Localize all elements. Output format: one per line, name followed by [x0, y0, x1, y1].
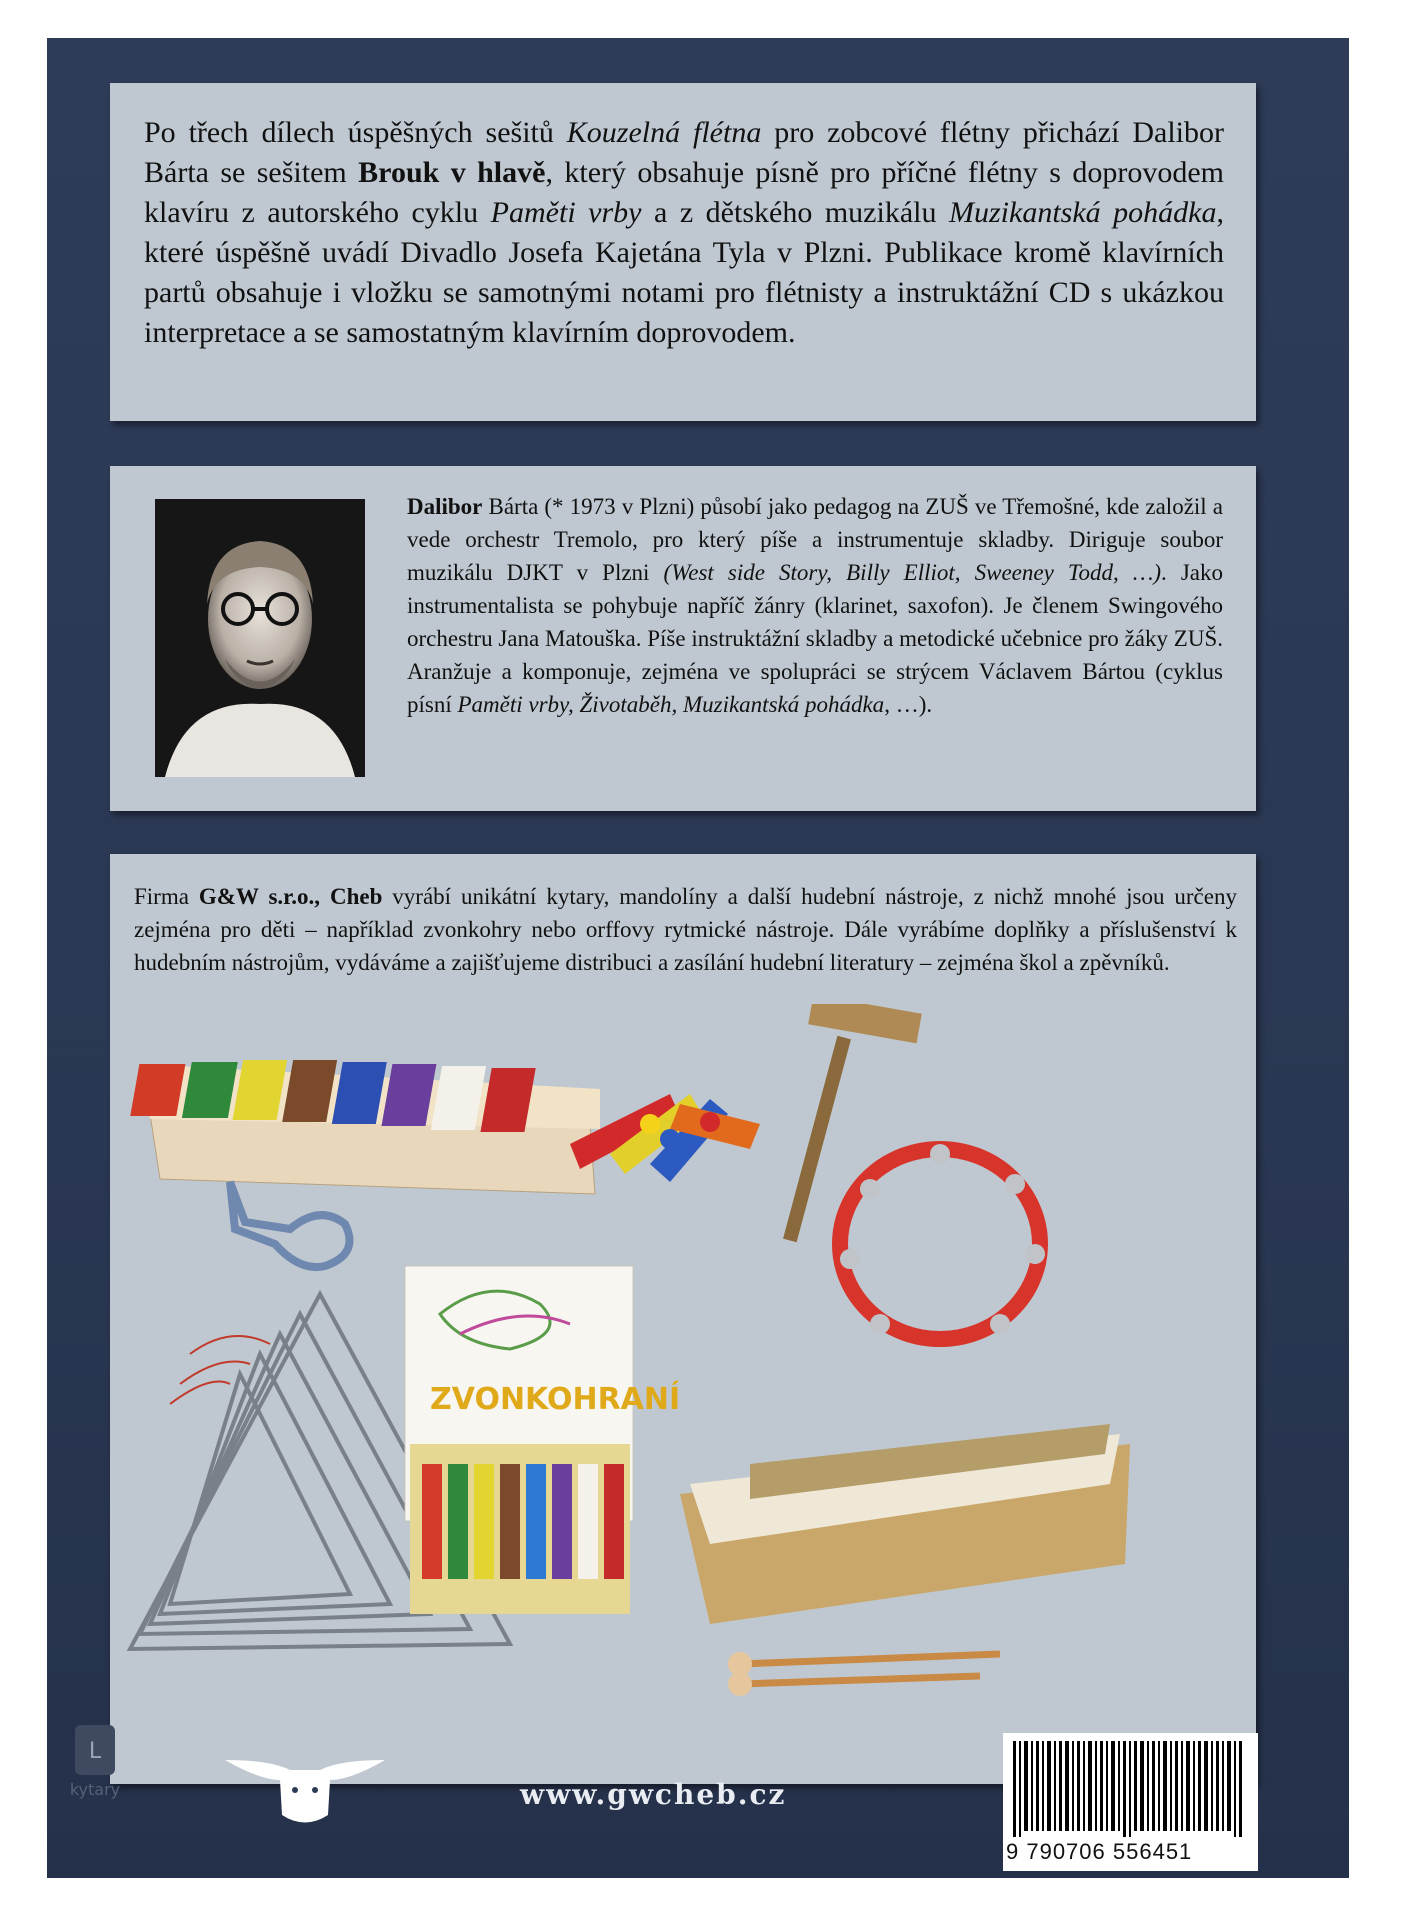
isbn-digits: 9 790706 556451: [1006, 1839, 1193, 1864]
author-panel: [110, 466, 1256, 811]
author-bio-2: . Jako instrumentalista se pohybuje napříč žánry (klarinet, saxofon). Je členem Swingového orchestru Jana Matouška. Píše instruktážní skladby a metodické učebnice pro žáky ZUŠ. Aranžuje a komponuje, zejména ve spolupráci se strýcem Václavem Bártou (cyklus písní: [407, 560, 1223, 717]
kytary-logo-text: kytary: [69, 1780, 121, 1799]
intro-text-5: , které úspěšně uvádí Divadlo Josefa Kajetána Tyla v Plzni. Publikace kromě klavírních partů obsahuje i vložku se samotnými notami pro flétnisty a instruktážní CD s ukázkou interpretace a se samostatným klavírním doprovodem.: [144, 196, 1224, 349]
title-kouzelna-fletna: Kouzelná flétna: [566, 116, 762, 149]
kytary-logo: [60, 1710, 130, 1800]
author-bio-italic-1: (West side Story, Billy Elliot, Sweeney Todd, …): [663, 560, 1161, 585]
metallophone-icon: [680, 1424, 1130, 1696]
author-bio-3: , …).: [884, 692, 933, 717]
website-url[interactable]: www.gwcheb.cz: [520, 1778, 787, 1811]
company-text: [134, 880, 1237, 979]
author-bio-italic-2: Paměti vrby, Životaběh, Muzikantská pohádka: [457, 692, 885, 717]
glockenspiel-icon: [130, 1060, 600, 1194]
author-bio: [407, 490, 1223, 721]
intro-text-3: , který obsahuje písně pro příčné flétny s doprovodem klavíru z autorského cyklu: [144, 156, 1224, 229]
intro-text-2: pro zobcové flétny přichází Dalibor Bárta se sešitem: [144, 116, 1224, 189]
company-panel: [110, 854, 1256, 1784]
company-text-1: Firma: [134, 884, 199, 909]
author-name: Dalibor: [407, 494, 483, 519]
bull-logo-icon: [220, 1740, 390, 1830]
author-bio-1: Bárta (* 1973 v Plzni) působí jako pedagog na ZUŠ ve Třemošné, kde založil a vede orchestr Tremolo, pro který píše a instrumentuje skladby. Diriguje soubor muzikálu DJKT v Plzni: [407, 494, 1223, 585]
author-photo: [155, 499, 365, 777]
company-name: G&W s.r.o., Cheb: [198, 884, 383, 909]
intro-text: [144, 113, 1224, 353]
title-muzikantska-pohadka: Muzikantská pohádka: [949, 196, 1217, 229]
tambourine-icon: [840, 1144, 1045, 1339]
zvonkohrani-box: [405, 1266, 633, 1614]
svg-text:L: L: [88, 1739, 102, 1764]
title-brouk-v-hlave: Brouk v hlavě: [358, 156, 546, 189]
intro-panel: [110, 83, 1256, 421]
jaw-harp-icon: [230, 1182, 350, 1267]
zvonkohrani-title: ZVONKOHRANÍ: [430, 1382, 681, 1417]
company-text-2: vyrábí unikátní kytary, mandolíny a další hudební nástroje, z nichž mnohé jsou určeny zejména pro děti – například zvonkohry nebo orffovy rytmické nástroje. Dále vyrábíme doplňky a příslušenství k hudebním nástrojům, vydáváme a zajišťujeme distribuci a zasílání hudební literatury – zejména škol a zpěvníků.: [134, 884, 1237, 975]
intro-text-1: Po třech dílech úspěšných sešitů: [144, 116, 567, 149]
intro-text-4: a z dětského muzikálu: [641, 196, 950, 229]
title-pameti-vrby: Paměti vrby: [490, 196, 642, 229]
instruments-illustration: [110, 1004, 1256, 1784]
